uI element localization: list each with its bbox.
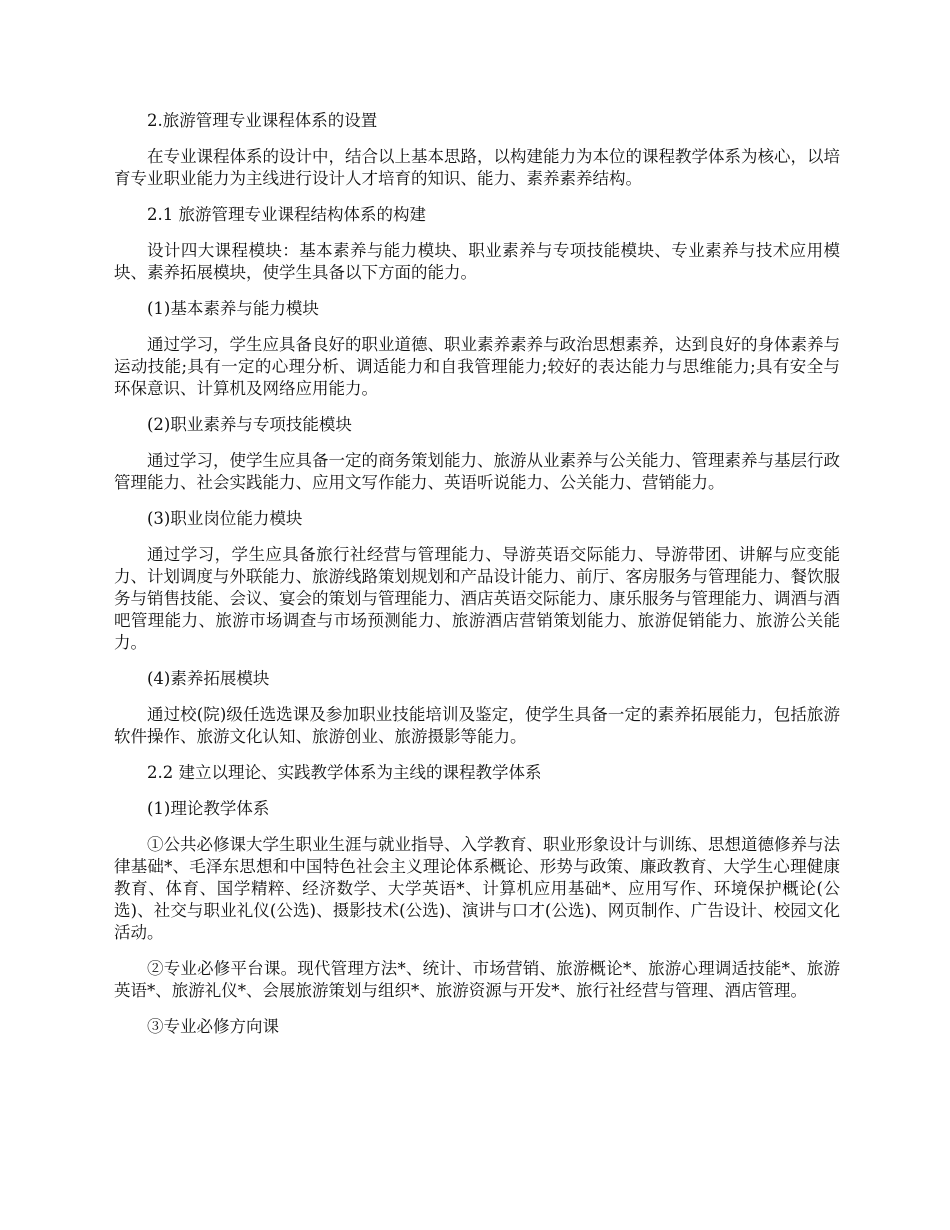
paragraph: ②专业必修平台课。现代管理方法*、统计、市场营销、旅游概论*、旅游心理调适技能*、旅游英语*、旅游礼仪*、会展旅游策划与组织*、旅游资源与开发*、旅行社经营与管理、酒店管理。 xyxy=(114,959,840,1000)
paragraph: 通过学习，学生应具备旅行社经营与管理能力、导游英语交际能力、导游带团、讲解与应变能力、计划调度与外联能力、旅游线路策划规划和产品设计能力、前厅、客房服务与管理能力、餐饮服务与销售技能、会议、宴会的策划与管理能力、酒店英语交际能力、康乐服务与管理能力、调酒与酒吧管理能力、旅游市场调查与市场预测能力、旅游酒店营销策划能力、旅游促销能力、旅游公关能力。 xyxy=(114,545,840,652)
module-heading: (1)理论教学体系 xyxy=(147,799,270,818)
paragraph: 在专业课程体系的设计中，结合以上基本思路，以构建能力为本位的课程教学体系为核心，以培育专业职业能力为主线进行设计人才培育的知识、能力、素养素养结构。 xyxy=(114,147,840,188)
section-heading: 2.旅游管理专业课程体系的设置 xyxy=(147,111,378,130)
module-heading: (1)基本素养与能力模块 xyxy=(147,299,319,318)
paragraph: ③专业必修方向课 xyxy=(147,1017,279,1036)
paragraph: 通过学习，使学生应具备一定的商务策划能力、旅游从业素养与公关能力、管理素养与基层行政管理能力、社会实践能力、应用文写作能力、英语听说能力、公关能力、营销能力。 xyxy=(114,451,840,492)
document-body xyxy=(114,110,840,1052)
paragraph: 通过学习，学生应具备良好的职业道德、职业素养素养与政治思想素养，达到良好的身体素养与运动技能;具有一定的心理分析、调适能力和自我管理能力;较好的表达能力与思维能力;具有安全与环保意识、计算机及网络应用能力。 xyxy=(114,335,840,398)
module-heading: (2)职业素养与专项技能模块 xyxy=(147,415,352,434)
paragraph: 通过校(院)级任选选课及参加职业技能培训及鉴定，使学生具备一定的素养拓展能力，包括旅游软件操作、旅游文化认知、旅游创业、旅游摄影等能力。 xyxy=(114,705,840,746)
module-heading: (3)职业岗位能力模块 xyxy=(147,509,303,528)
subsection-heading: 2.2 建立以理论、实践教学体系为主线的课程教学体系 xyxy=(147,763,542,782)
module-heading: (4)素养拓展模块 xyxy=(147,669,270,688)
paragraph: ①公共必修课大学生职业生涯与就业指导、入学教育、职业形象设计与训练、思想道德修养与法律基础*、毛泽东思想和中国特色社会主义理论体系概论、形势与政策、廉政教育、大学生心理健康教育、体育、国学精粹、经济数学、大学英语*、计算机应用基础*、应用写作、环境保护概论(公选)、社交与职业礼仪(公选)、摄影技术(公选)、演讲与口才(公选)、网页制作、广告设计、校园文化活动。 xyxy=(114,835,840,942)
paragraph: 设计四大课程模块：基本素养与能力模块、职业素养与专项技能模块、专业素养与技术应用模块、素养拓展模块，使学生具备以下方面的能力。 xyxy=(114,241,840,282)
subsection-heading: 2.1 旅游管理专业课程结构体系的构建 xyxy=(147,205,426,224)
